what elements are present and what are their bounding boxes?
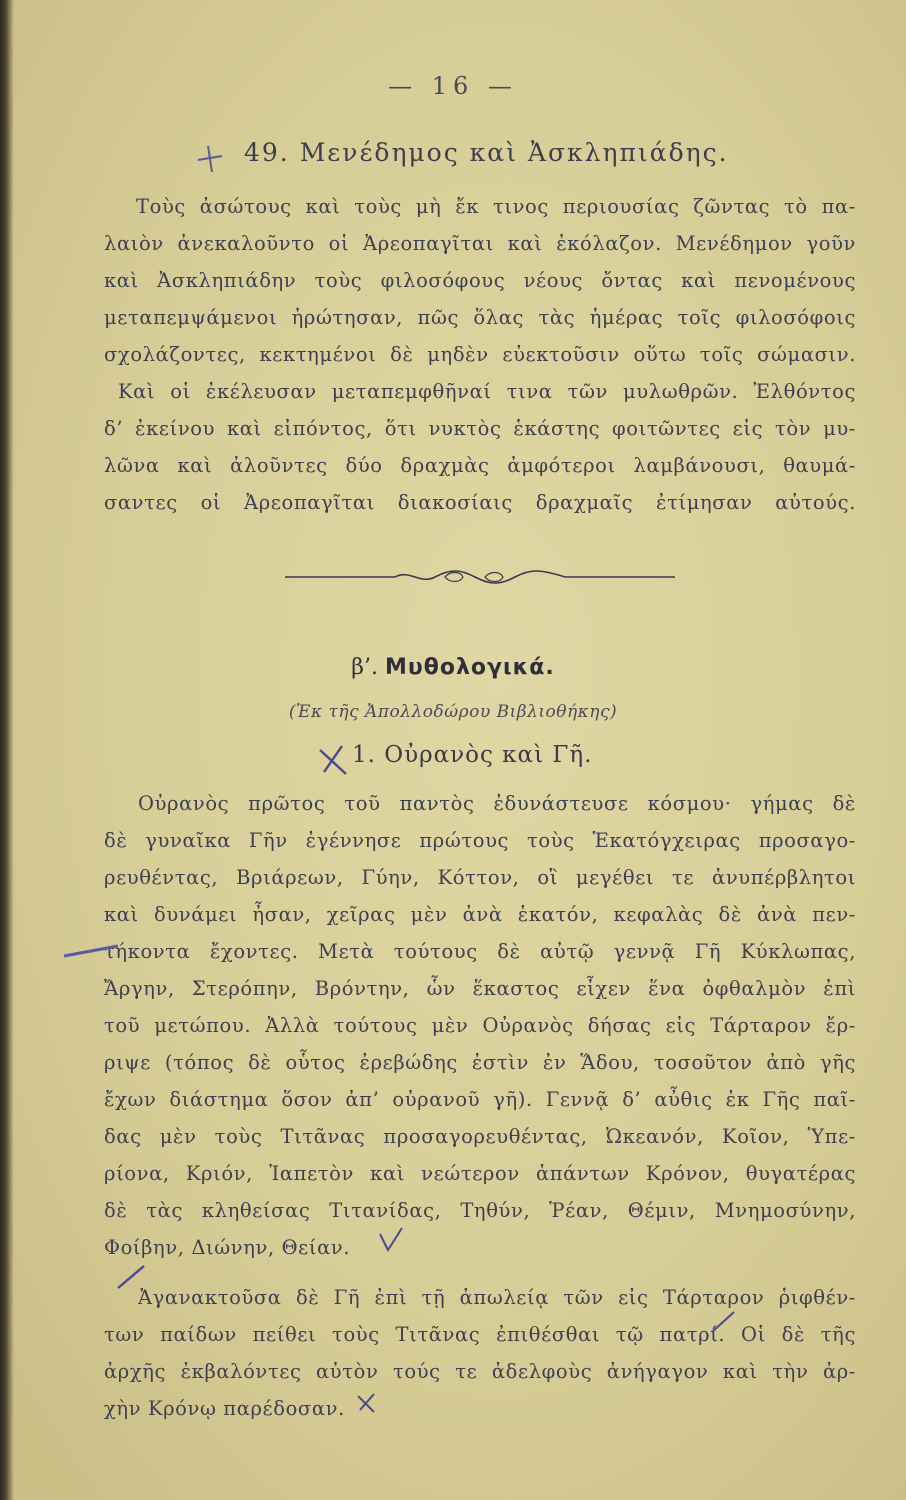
chapter-prefix: β’. bbox=[351, 655, 379, 680]
text-line: καὶ Ἀσκληπιάδην τοὺς φιλοσόφους νέους ὄντας καὶ πενομένους bbox=[104, 269, 856, 292]
pencil-slash-mark-icon bbox=[708, 1308, 738, 1338]
subsection-title: 1. Οὐρανὸς καὶ Γῆ. bbox=[352, 742, 593, 768]
text-line: Φοίβην, Διώνην, Θείαν. bbox=[104, 1236, 351, 1259]
text-line: ἔχων διάστημα ὅσον ἀπ’ οὐρανοῦ γῆ). Γεννᾷ δ’ αὖθις ἐκ Γῆς παῖ- bbox=[104, 1088, 856, 1111]
text-line: χὴν Κρόνῳ παρέδοσαν. bbox=[104, 1397, 345, 1420]
pencil-check-mark-icon bbox=[376, 1226, 406, 1256]
text-line: λῶνα καὶ ἀλοῦντες δύο δραχμὰς ἀμφότεροι λαμβάνουσι, θαυμά- bbox=[104, 454, 856, 477]
text-line: ἀρχῆς ἐκβαλόντες αὐτὸν τούς τε ἀδελφοὺς ἀνήγαγον καὶ τὴν ἀρ- bbox=[104, 1360, 856, 1383]
text-line: Ἄργην, Στερόπην, Βρόντην, ὧν ἕκαστος εἶχεν ἕνα ὀφθαλμὸν ἐπὶ bbox=[104, 977, 856, 1000]
pencil-x-mark-icon bbox=[316, 742, 356, 778]
text-line: καὶ δυνάμει ἦσαν, χεῖρας μὲν ἀνὰ ἑκατόν, κεφαλὰς δὲ ἀνὰ πεν- bbox=[104, 903, 856, 926]
text-line: τήκοντα ἔχοντες. Μετὰ τούτους δὲ αὐτῷ γεννᾷ Γῆ Κύκλωπας, bbox=[104, 940, 856, 963]
source-citation: (Ἐκ τῆς Ἀπολλοδώρου Βιβλιοθήκης) bbox=[288, 702, 618, 722]
text-line: των παίδων πείθει τοὺς Τιτᾶνας ἐπιθέσθαι τῷ πατρί. Οἱ δὲ τῆς bbox=[104, 1323, 856, 1346]
text-line: Ἀγανακτοῦσα δὲ Γῆ ἐπὶ τῇ ἀπωλείᾳ τῶν εἰς Τάρταρον ῥιφθέν- bbox=[138, 1286, 856, 1309]
page-edge-shadow bbox=[0, 0, 14, 1500]
pencil-cross-mark-icon bbox=[192, 140, 228, 176]
text-line: ριψε (τόπος δὲ οὗτος ἐρεβώδης ἐστὶν ἐν Ἅδου, τοσοῦτον ἀπὸ γῆς bbox=[104, 1051, 856, 1074]
ornamental-divider bbox=[285, 565, 675, 589]
section-title: 49. Μενέδημος καὶ Ἀσκληπιάδης. bbox=[244, 138, 729, 167]
pencil-slash-mark-icon bbox=[114, 1262, 150, 1292]
text-line: Οὐρανὸς πρῶτος τοῦ παντὸς ἐδυνάστευσε κόσμου· γήμας δὲ bbox=[138, 792, 856, 815]
text-line: σχολάζοντες, κεκτημένοι δὲ μηδὲν εὐεκτοῦσιν οὕτω τοῖς σώμασιν. bbox=[104, 343, 856, 366]
chapter-heading bbox=[0, 655, 906, 680]
text-line: δ’ ἐκείνου καὶ εἰπόντος, ὅτι νυκτὸς ἑκάστης φοιτῶντες εἰς τὸν μυ- bbox=[104, 417, 856, 440]
text-line: μεταπεμψάμενοι ἠρώτησαν, πῶς ὅλας τὰς ἡμέρας τοῖς φιλοσόφοις bbox=[104, 306, 856, 329]
text-line: λαιὸν ἀνεκαλοῦντο οἱ Ἀρεοπαγῖται καὶ ἐκόλαζον. Μενέδημον γοῦν bbox=[104, 232, 856, 255]
text-line: δὲ γυναῖκα Γῆν ἐγέννησε πρώτους τοὺς Ἑκατόγχειρας προσαγο- bbox=[104, 829, 856, 852]
text-line: δας μὲν τοὺς Τιτᾶνας προσαγορευθέντας, Ὠκεανόν, Κοῖον, Ὑπε- bbox=[104, 1125, 856, 1148]
chapter-title: Μυθολογικά. bbox=[385, 655, 555, 680]
pencil-dash-mark-icon bbox=[62, 938, 122, 968]
text-line: τοῦ μετώπου. Ἀλλὰ τούτους μὲν Οὐρανὸς δήσας εἰς Τάρταρον ἔρ- bbox=[104, 1014, 856, 1037]
text-line: δὲ τὰς κληθείσας Τιτανίδας, Τηθύν, Ῥέαν, Θέμιν, Μνημοσύνην, bbox=[104, 1199, 856, 1222]
pencil-cross-mark-icon bbox=[352, 1386, 382, 1416]
text-line: σαντες οἱ Ἀρεοπαγῖται διακοσίαις δραχμαῖς ἐτίμησαν αὐτούς. bbox=[104, 491, 856, 514]
page-number: — 16 — bbox=[388, 72, 518, 100]
text-line: Καὶ οἱ ἐκέλευσαν μεταπεμφθῆναί τινα τῶν μυλωθρῶν. Ἐλθόντος bbox=[118, 380, 856, 403]
text-line: ρίονα, Κριόν, Ἰαπετὸν καὶ νεώτερον ἁπάντων Κρόνον, θυγατέρας bbox=[104, 1162, 856, 1185]
text-line: ρευθέντας, Βριάρεων, Γύην, Κόττον, οἳ μεγέθει τε ἀνυπέρβλητοι bbox=[104, 866, 856, 889]
text-line: Τοὺς ἀσώτους καὶ τοὺς μὴ ἔκ τινος περιουσίας ζῶντας τὸ πα- bbox=[136, 195, 856, 218]
